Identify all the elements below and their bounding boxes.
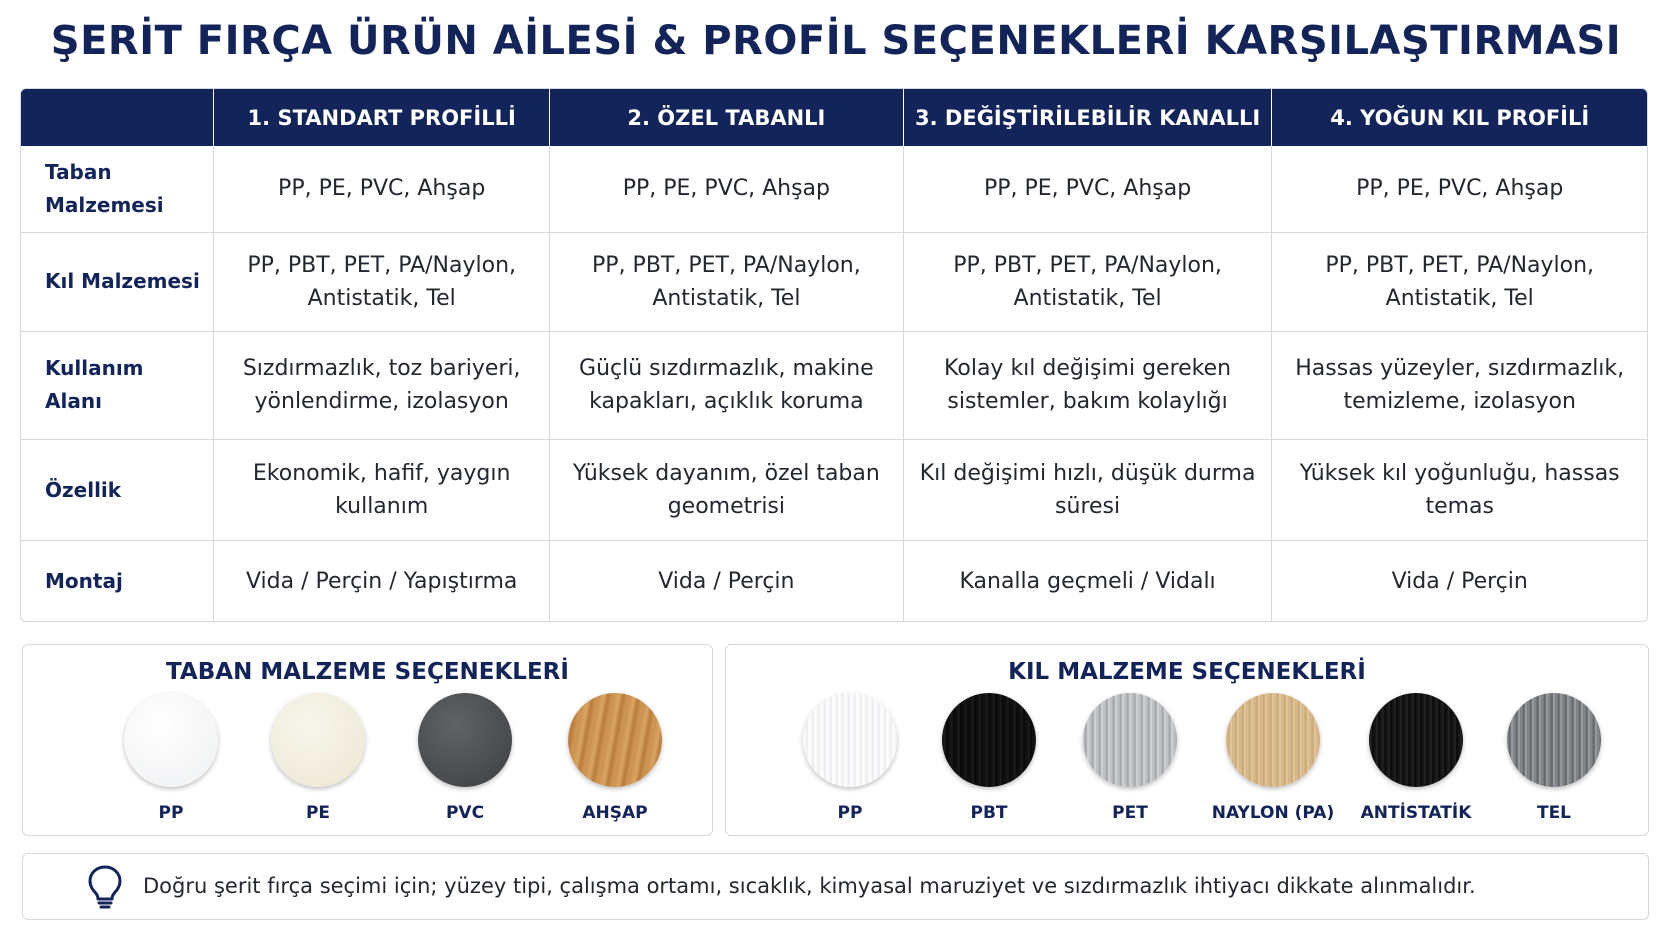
swatch-label: PP bbox=[158, 803, 184, 823]
bristle-swatch-pet bbox=[1060, 693, 1200, 823]
bristle-panel-title: KIL MALZEME SEÇENEKLERİ bbox=[1008, 659, 1366, 685]
swatch-label: NAYLON (PA) bbox=[1211, 803, 1335, 823]
swatch-label: ANTİSTATİK bbox=[1360, 803, 1472, 823]
bristle-material-panel bbox=[725, 644, 1649, 836]
header-standart-profilli: 1. STANDART PROFİLLİ bbox=[214, 89, 550, 146]
row-label: Özellik bbox=[21, 440, 214, 541]
table-row bbox=[21, 331, 1647, 439]
swatch-label: TEL bbox=[1536, 803, 1572, 823]
table-cell: Yüksek dayanım, özel taban geometrisi bbox=[550, 440, 904, 541]
row-label: Montaj bbox=[21, 541, 214, 621]
base-swatch-pe bbox=[248, 693, 388, 823]
table-cell: PP, PBT, PET, PA/Naylon, Antistatik, Tel bbox=[903, 232, 1272, 331]
base-swatch-pvc bbox=[395, 693, 535, 823]
pe-swatch bbox=[271, 693, 365, 787]
table-header-row bbox=[21, 89, 1647, 146]
row-label: Kullanım Alanı bbox=[21, 331, 214, 439]
table-cell: Kıl değişimi hızlı, düşük durma süresi bbox=[903, 440, 1272, 541]
table-cell: PP, PE, PVC, Ahşap bbox=[214, 146, 550, 232]
pp-swatch bbox=[124, 693, 218, 787]
base-swatch-pp bbox=[101, 693, 241, 823]
header-ozel-tabanli: 2. ÖZEL TABANLI bbox=[550, 89, 904, 146]
table-cell: Vida / Perçin bbox=[550, 541, 904, 621]
table-cell: PP, PE, PVC, Ahşap bbox=[1272, 146, 1647, 232]
base-swatch-ahsap bbox=[545, 693, 685, 823]
page-title: ŞERİT FIRÇA ÜRÜN AİLESİ & PROFİL SEÇENEKLERİ KARŞILAŞTIRMASI bbox=[50, 18, 1622, 64]
table-cell: PP, PBT, PET, PA/Naylon, Antistatik, Tel bbox=[214, 232, 550, 331]
swatch-label: AHŞAP bbox=[582, 803, 648, 823]
swatch-label: PE bbox=[305, 803, 331, 823]
swatch-label: PP bbox=[837, 803, 863, 823]
header-empty-cell bbox=[21, 89, 214, 146]
bristle-swatch-tel bbox=[1484, 693, 1624, 823]
pet-bristle-swatch bbox=[1083, 693, 1177, 787]
lightbulb-icon bbox=[85, 864, 125, 910]
bristle-swatch-pp bbox=[780, 693, 920, 823]
swatch-label: PET bbox=[1112, 803, 1148, 823]
comparison-table bbox=[20, 88, 1648, 622]
table-cell: Yüksek kıl yoğunluğu, hassas temas bbox=[1272, 440, 1647, 541]
table-cell: Ekonomik, hafif, yaygın kullanım bbox=[214, 440, 550, 541]
wire-bristle-swatch bbox=[1507, 693, 1601, 787]
nylon-bristle-swatch bbox=[1226, 693, 1320, 787]
pbt-bristle-swatch bbox=[942, 693, 1036, 787]
table-cell: Güçlü sızdırmazlık, makine kapakları, açıklık koruma bbox=[550, 331, 904, 439]
table-cell: PP, PBT, PET, PA/Naylon, Antistatik, Tel bbox=[1272, 232, 1647, 331]
swatch-label: PBT bbox=[970, 803, 1008, 823]
table-cell: Sızdırmazlık, toz bariyeri, yönlendirme, izolasyon bbox=[214, 331, 550, 439]
header-yogun-kil-profili: 4. YOĞUN KIL PROFİLİ bbox=[1272, 89, 1647, 146]
header-degistirilebilir-kanalli: 3. DEĞİŞTİRİLEBİLİR KANALLI bbox=[903, 89, 1272, 146]
table-cell: PP, PE, PVC, Ahşap bbox=[550, 146, 904, 232]
antistatic-bristle-swatch bbox=[1369, 693, 1463, 787]
table-row bbox=[21, 232, 1647, 331]
base-material-panel bbox=[22, 644, 713, 836]
table-cell: Vida / Perçin bbox=[1272, 541, 1647, 621]
tip-box bbox=[22, 853, 1649, 920]
table-row bbox=[21, 541, 1647, 621]
tip-text: Doğru şerit fırça seçimi için; yüzey tipi, çalışma ortamı, sıcaklık, kimyasal maruziyet ve sızdırmazlık ihtiyacı dikkate alınmalıdır. bbox=[143, 874, 1476, 898]
table-cell: PP, PE, PVC, Ahşap bbox=[903, 146, 1272, 232]
row-label: Kıl Malzemesi bbox=[21, 232, 214, 331]
base-panel-title: TABAN MALZEME SEÇENEKLERİ bbox=[166, 659, 569, 685]
bristle-swatch-pbt bbox=[919, 693, 1059, 823]
table-cell: Hassas yüzeyler, sızdırmazlık, temizleme, izolasyon bbox=[1272, 331, 1647, 439]
table-cell: Vida / Perçin / Yapıştırma bbox=[214, 541, 550, 621]
table-cell: PP, PBT, PET, PA/Naylon, Antistatik, Tel bbox=[550, 232, 904, 331]
table-cell: Kanalla geçmeli / Vidalı bbox=[903, 541, 1272, 621]
bristle-swatch-antistatik bbox=[1346, 693, 1486, 823]
swatch-label: PVC bbox=[445, 803, 485, 823]
table-cell: Kolay kıl değişimi gereken sistemler, bakım kolaylığı bbox=[903, 331, 1272, 439]
table-row bbox=[21, 146, 1647, 232]
wood-swatch bbox=[568, 693, 662, 787]
table-row bbox=[21, 440, 1647, 541]
pvc-swatch bbox=[418, 693, 512, 787]
row-label: Taban Malzemesi bbox=[45, 159, 164, 217]
pp-bristle-swatch bbox=[803, 693, 897, 787]
bristle-swatch-naylon bbox=[1203, 693, 1343, 823]
